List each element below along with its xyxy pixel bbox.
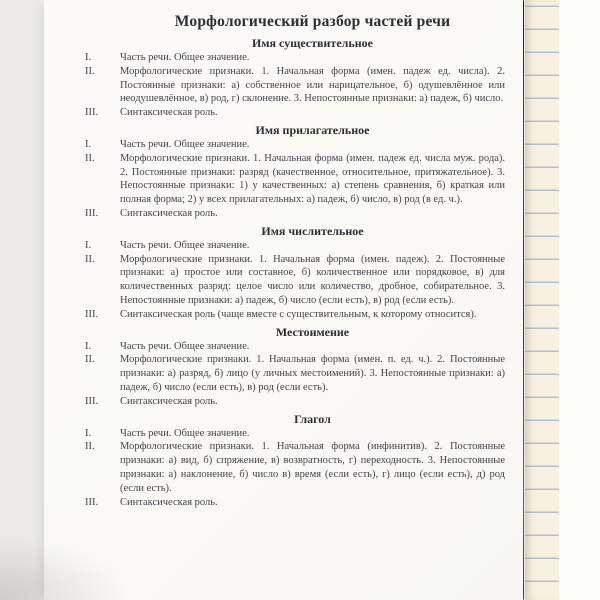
item-numeral: III. (85, 107, 99, 119)
section-pronoun (85, 325, 505, 409)
list-item (85, 395, 505, 409)
item-numeral: II. (85, 354, 95, 366)
list-item (85, 353, 505, 394)
list-item (85, 340, 505, 354)
photo-background-right (559, 0, 600, 600)
item-numeral: III. (85, 496, 99, 508)
list-item (85, 427, 505, 441)
item-text: Часть речи. Общее значение. (120, 52, 250, 63)
item-numeral: I. (85, 239, 92, 251)
item-text: Часть речи. Общее значение. (120, 138, 250, 150)
section-heading: Глагол (294, 411, 331, 426)
list-item (85, 138, 505, 152)
list-item (85, 152, 505, 207)
page-title: Морфологический разбор частей речи (174, 13, 451, 30)
item-text: Синтаксическая роль. (120, 207, 218, 219)
item-numeral: II. (85, 253, 95, 265)
list-item (85, 308, 505, 322)
section-adjective (85, 123, 505, 221)
list-item (85, 106, 505, 120)
section-heading: Имя числительное (261, 223, 364, 238)
list-item (85, 51, 505, 65)
item-numeral: I. (85, 52, 92, 63)
item-text: Синтаксическая роль (чаще вместе с существительным, к которому относится). (120, 308, 477, 320)
section-heading: Имя прилагательное (255, 122, 370, 137)
list-item (85, 239, 505, 253)
list-item (85, 253, 505, 308)
item-numeral: III. (85, 207, 99, 219)
list-item (85, 496, 505, 510)
list-item (85, 207, 505, 221)
section-numeral (85, 224, 505, 322)
item-text: Часть речи. Общее значение. (120, 340, 250, 352)
list-item (85, 65, 505, 106)
item-text: Синтаксическая роль. (120, 107, 218, 119)
section-noun (85, 36, 505, 120)
item-numeral: I. (85, 138, 92, 150)
item-text: Часть речи. Общее значение. (120, 427, 250, 439)
item-text: Синтаксическая роль. (120, 395, 218, 407)
item-text: Морфологические признаки. 1. Начальная форма (имен. п. ед. ч.). 2. Постоянные признаки: а) разряд, б) лицо (у личных местоимений). 3. Непостоянные признаки: а) падеж, б) число (если есть), в) род (если есть). (120, 354, 505, 393)
item-text: Морфологические признаки. 1. Начальная форма (имен. падеж). 2. Постоянные признаки: а) простое или составное, б) количественное или порядковое, в) для количественных разряд: целое число или количество, дробное, собирательное. 3. Непостоянные признаки: а) падеж, б) число (если есть), в) род (если есть). (120, 253, 505, 306)
cheat-sheet-page (44, 0, 523, 600)
item-numeral: III. (85, 308, 99, 320)
section-heading: Местоимение (275, 324, 350, 339)
item-numeral: II. (85, 65, 95, 77)
item-text: Часть речи. Общее значение. (120, 239, 250, 251)
item-text: Морфологические признаки. 1. Начальная форма (имен. падеж ед. числа муж. рода). 2. Постоянные признаки: разряд (качественное, относительное, притяжательное). 3. Непостоянные признаки: 1) у качественных: а) степень сравнения, б) краткая или полная форма; 2) у всех прилагательных: а) падеж, б) число, в) род (в ед. ч.). (120, 152, 505, 206)
section-verb (85, 412, 505, 510)
item-numeral: I. (85, 427, 92, 439)
item-text: Синтаксическая роль. (120, 496, 218, 508)
item-text: Морфологические признаки. 1. Начальная форма (инфинитив). 2. Постоянные признаки: а) вид, б) спряжение, в) возвратность, г) переходность. 3. Непостоянные признаки: а) наклонение, б) число в) время (если есть), г) лицо (если есть), д) род (если есть). (120, 441, 505, 494)
item-numeral: II. (85, 152, 95, 164)
item-numeral: III. (85, 395, 99, 407)
notebook-ruled-paper (525, 0, 559, 600)
item-numeral: II. (85, 441, 95, 453)
section-heading: Имя существительное (252, 36, 373, 50)
item-text: Морфологические признаки. 1. Начальная форма (имен. падеж ед. числа). 2. Постоянные признаки: а) собственное или нарицательное, б) одушевлённое или неодушевлённое, в) род, г) склонение. 3. Непостоянные признаки: а) падеж, б) число. (120, 65, 505, 105)
item-numeral: I. (85, 340, 92, 352)
list-item (85, 440, 505, 495)
